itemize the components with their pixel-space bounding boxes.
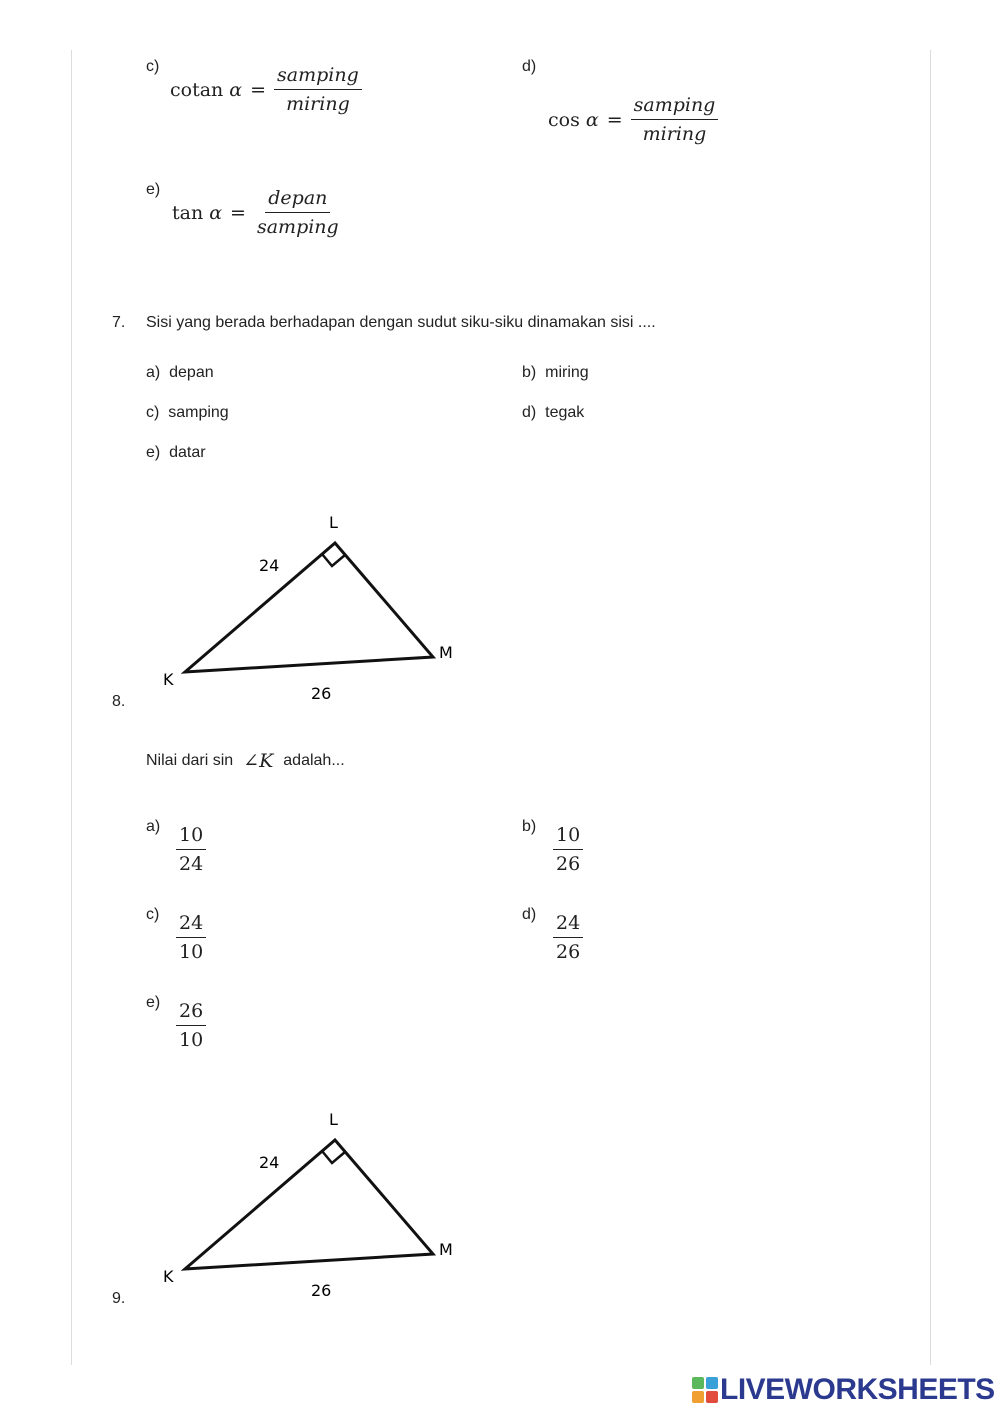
triangle-shape <box>185 543 433 672</box>
q8-option-d-label: d) <box>522 906 537 923</box>
numerator: samping <box>274 64 362 90</box>
side-km-label: 26 <box>311 684 332 703</box>
denominator: samping <box>256 216 339 238</box>
q6-option-e-formula[interactable] <box>172 187 342 238</box>
q6-option-e-label: e) <box>146 181 161 198</box>
denominator: miring <box>286 93 350 115</box>
side-kl-label: 24 <box>259 556 280 575</box>
numerator: depan <box>265 187 330 213</box>
denominator: 26 <box>556 853 581 875</box>
q8-number: 8. <box>112 693 126 710</box>
option-label: e) <box>146 444 161 461</box>
left-margin-line <box>71 50 72 1365</box>
numerator: samping <box>631 94 719 120</box>
prompt-after: adalah... <box>283 752 345 769</box>
q8-option-c-fraction[interactable] <box>176 912 206 963</box>
denominator: 10 <box>179 1029 204 1051</box>
numerator: 10 <box>553 824 583 850</box>
right-margin-line <box>930 50 931 1365</box>
angle-variable: K <box>259 750 274 772</box>
q7-option-b[interactable] <box>522 364 589 382</box>
q7-question-text: Sisi yang berada berhadapan dengan sudut siku-siku dinamakan sisi .... <box>146 314 656 331</box>
liveworksheets-logo-text: LIVEWORKSHEETS <box>720 1373 995 1406</box>
right-angle-marker <box>322 554 345 566</box>
option-label: c) <box>146 404 160 421</box>
variable: α <box>229 78 243 101</box>
q7-number: 7. <box>112 314 126 331</box>
q9-number: 9. <box>112 1290 126 1307</box>
q8-option-e-label: e) <box>146 994 161 1011</box>
denominator: miring <box>642 123 707 145</box>
q8-triangle-diagram <box>155 505 475 710</box>
vertex-k-label: K <box>163 670 174 689</box>
option-text: miring <box>545 364 589 381</box>
q6-option-c-label: c) <box>146 58 160 75</box>
function-name: cotan <box>170 78 224 101</box>
denominator: 24 <box>179 853 204 875</box>
denominator: 10 <box>179 941 204 963</box>
vertex-m-label: M <box>439 1240 453 1259</box>
equals-sign: = <box>230 201 246 224</box>
q9-triangle-diagram <box>155 1102 475 1307</box>
q8-option-b-fraction[interactable] <box>553 824 583 875</box>
numerator: 24 <box>553 912 583 938</box>
vertex-l-label: L <box>329 1110 338 1129</box>
q8-option-a-label: a) <box>146 818 161 835</box>
q8-option-c-label: c) <box>146 906 160 923</box>
function-name: cos <box>548 108 580 131</box>
option-label: a) <box>146 364 161 381</box>
equals-sign: = <box>250 78 267 101</box>
denominator: 26 <box>556 941 581 963</box>
q8-option-e-fraction[interactable] <box>176 1000 206 1051</box>
liveworksheets-logo-icon <box>692 1377 718 1403</box>
q6-option-d-formula[interactable] <box>548 94 718 145</box>
q6-option-c-formula[interactable] <box>170 64 362 115</box>
vertex-k-label: K <box>163 1267 174 1286</box>
q8-option-d-fraction[interactable] <box>553 912 583 963</box>
right-angle-marker <box>322 1151 345 1163</box>
q8-option-a-fraction[interactable] <box>176 824 206 875</box>
option-label: d) <box>522 404 537 421</box>
equals-sign: = <box>606 108 623 131</box>
vertex-m-label: M <box>439 643 453 662</box>
variable: α <box>585 108 599 131</box>
side-kl-label: 24 <box>259 1153 280 1172</box>
option-text: samping <box>168 404 229 421</box>
function-name: tan <box>172 201 204 224</box>
q7-option-a[interactable] <box>146 364 214 382</box>
prompt-before: Nilai dari sin <box>146 752 234 769</box>
q7-option-c[interactable] <box>146 404 229 422</box>
vertex-l-label: L <box>329 513 338 532</box>
q8-option-b-label: b) <box>522 818 537 835</box>
option-text: tegak <box>545 404 585 421</box>
q7-option-e[interactable] <box>146 444 206 462</box>
q7-option-d[interactable] <box>522 404 584 422</box>
liveworksheets-logo[interactable] <box>692 1373 995 1407</box>
triangle-shape <box>185 1140 433 1269</box>
q8-question-text <box>146 750 345 772</box>
fraction <box>274 64 362 115</box>
numerator: 26 <box>176 1000 206 1026</box>
variable: α <box>209 201 223 224</box>
q6-option-d-label: d) <box>522 58 537 75</box>
numerator: 10 <box>176 824 206 850</box>
fraction <box>254 187 342 238</box>
numerator: 24 <box>176 912 206 938</box>
side-km-label: 26 <box>311 1281 332 1300</box>
option-label: b) <box>522 364 537 381</box>
option-text: datar <box>169 444 206 461</box>
angle-symbol: ∠ <box>243 750 260 772</box>
option-text: depan <box>169 364 214 381</box>
fraction <box>631 94 719 145</box>
